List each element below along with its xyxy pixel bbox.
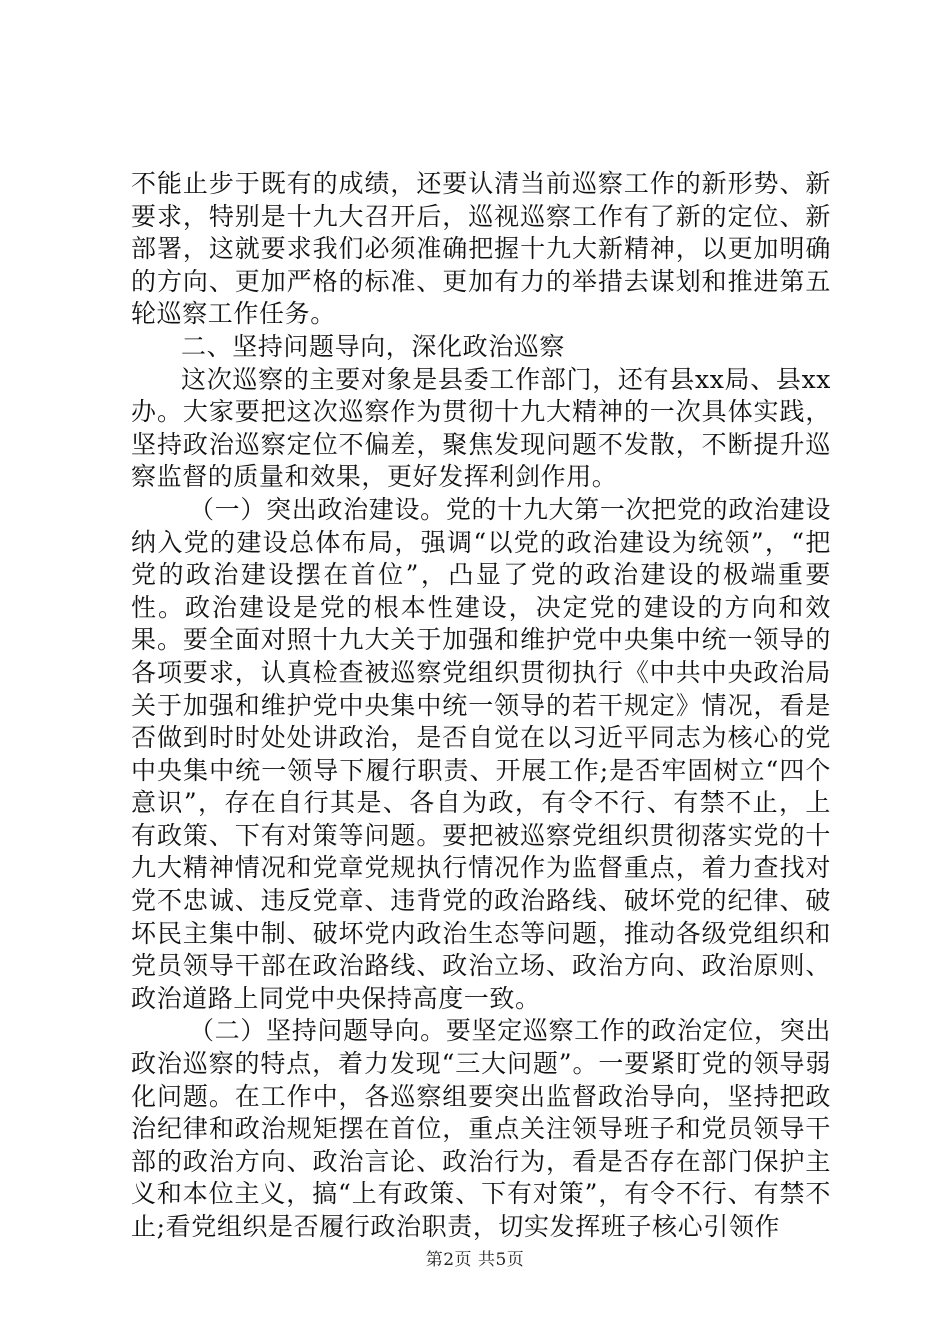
paragraph-political-building: （一）突出政治建设。党的十九大第一次把党的政治建设纳入党的建设总体布局，强调“以党的政治建设为统领”，“把党的政治建设摆在首位”，凸显了党的政治建设的极端重要性。政治建设是党的根本性建设，决定党的建设的方向和效果。要全面对照十九大关于加强和维护党中央集中统一领导的各项要求，认真检查被巡察党组织贯彻执行《中共中央政治局关于加强和维护党中央集中统一领导的若干规定》情况，看是否做到时时处处讲政治，是否自觉在以习近平同志为核心的党中央集中统一领导下履行职责、开展工作;是否牢固树立“四个意识”，存在自行其是、各自为政，有令不行、有禁不止，上有政策、下有对策等问题。要把被巡察党组织贯彻落实党的十九大精神情况和党章党规执行情况作为监督重点，着力查找对党不忠诚、违反党章、违背党的政治路线、破坏党的纪律、破坏民主集中制、破坏党内政治生态等问题，推动各级党组织和党员领导干部在政治路线、政治立场、政治方向、政治原则、政治道路上同党中央保持高度一致。 <box>131 494 831 1013</box>
section-heading: 二、坚持问题导向，深化政治巡察 <box>181 331 566 361</box>
page-number-footer: 第2页 共5页 <box>425 1250 525 1270</box>
paragraph-problem-orientation: （二）坚持问题导向。要坚定巡察工作的政治定位，突出政治巡察的特点，着力发现“三大问题”。一要紧盯党的领导弱化问题。在工作中，各巡察组要突出监督政治导向，坚持把政治纪律和政治规矩摆在首位，重点关注领导班子和党员领导干部的政治方向、政治言论、政治行为，看是否存在部门保护主义和本位主义，搞“上有政策、下有对策”，有令不行、有禁不止;看党组织是否履行政治职责，切实发挥班子核心引领作 <box>131 1016 831 1241</box>
document-body <box>131 168 831 1244</box>
paragraph-continuation: 不能止步于既有的成绩，还要认清当前巡察工作的新形势、新要求，特别是十九大召开后，巡视巡察工作有了新的定位、新部署，这就要求我们必须准确把握十九大新精神，以更加明确的方向、更加严格的标准、更加有力的举措去谋划和推进第五轮巡察工作任务。 <box>131 169 831 329</box>
paragraph-inspection-targets: 这次巡察的主要对象是县委工作部门，还有县xx局、县xx办。大家要把这次巡察作为贯彻十九大精神的一次具体实践，坚持政治巡察定位不偏差，聚焦发现问题不发散，不断提升巡察监督的质量和效果，更好发挥利剑作用。 <box>131 364 831 492</box>
